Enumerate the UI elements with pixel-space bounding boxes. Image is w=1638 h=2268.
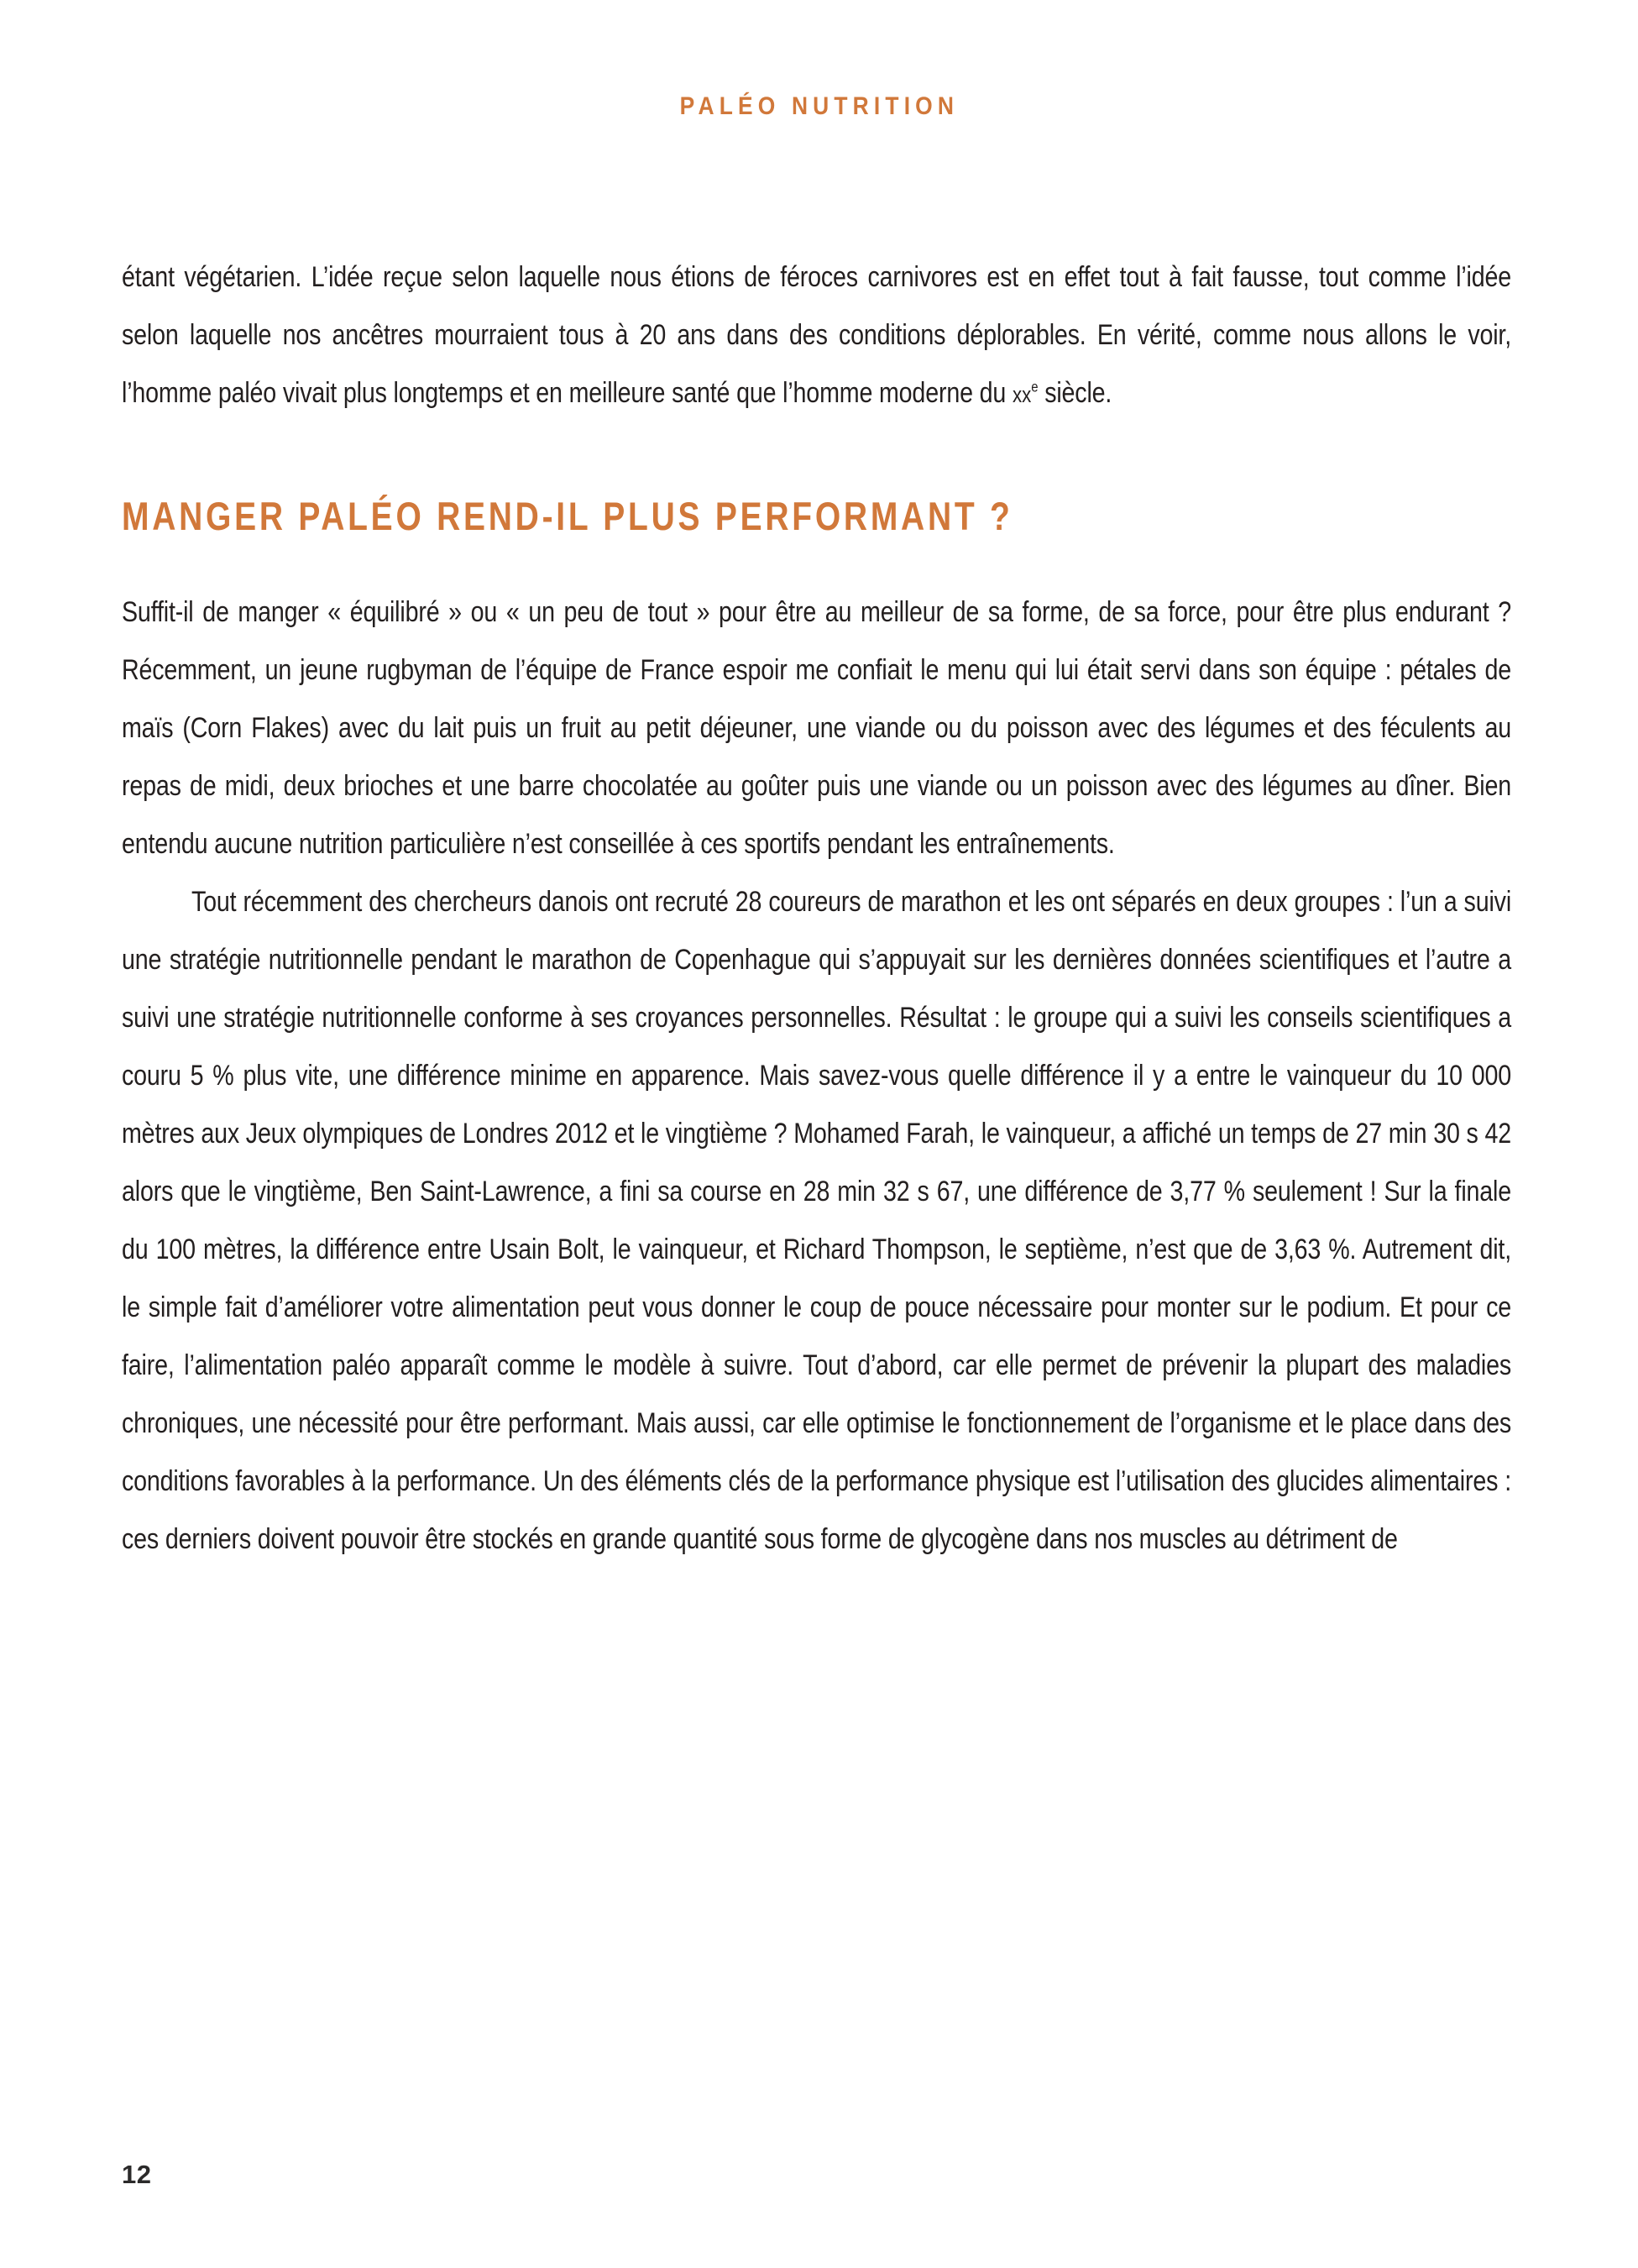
running-header	[0, 92, 1638, 121]
page-number: 12	[122, 2160, 152, 2189]
running-header-title: PALÉO NUTRITION	[679, 92, 959, 120]
century-numeral: xx	[1012, 382, 1032, 407]
century-ordinal: e	[1031, 378, 1039, 395]
paragraph-intro-text: étant végétarien. L’idée reçue selon laquelle nous étions de féroces carnivores est en effet tout à fait fausse, tout comme l’idée selon laquelle nos ancêtres mourraient tous à 20 ans dans des conditions déplorables. En vérité, comme nous allons le voir, l’homme paléo vivait plus longtemps et en meilleure santé que l’homme moderne du	[122, 261, 1512, 409]
paragraph-intro-end: siècle.	[1038, 377, 1112, 409]
paragraph-intro	[122, 249, 1511, 424]
page-content	[122, 249, 1511, 1569]
paragraph-marathon: Tout récemment des chercheurs danois ont recruté 28 coureurs de marathon et les ont séparés en deux groupes : l’un a suivi une stratégie nutritionnelle pendant le marathon de Copenhague qui s’appuyait sur les dernières données scientifiques et l’autre a suivi une stratégie nutritionnelle conforme à ses croyances personnelles. Résultat : le groupe qui a suivi les conseils scientifiques a couru 5 % plus vite, une différence minime en apparence. Mais savez-vous quelle différence il y a entre le vainqueur du 10 000 mètres aux Jeux olympiques de Londres 2012 et le vingtième ? Mohamed Farah, le vainqueur, a affiché un temps de 27 min 30 s 42 alors que le vingtième, Ben Saint-Lawrence, a fini sa course en 28 min 32 s 67, une différence de 3,77 % seulement ! Sur la finale du 100 mètres, la différence entre Usain Bolt, le vainqueur, et Richard Thompson, le septième, n’est que de 3,63 %. Autrement dit, le simple fait d’améliorer votre alimentation peut vous donner le coup de pouce nécessaire pour monter sur le podium. Et pour ce faire, l’alimentation paléo apparaît comme le modèle à suivre. Tout d’abord, car elle permet de prévenir la plupart des maladies chroniques, une nécessité pour être performant. Mais aussi, car elle optimise le fonctionnement de l’organisme et le place dans des conditions favorables à la performance. Un des éléments clés de la performance physique est l’utilisation des glucides alimentaires : ces derniers doivent pouvoir être stockés en grande quantité sous forme de glycogène dans nos muscles au détriment de	[122, 886, 1512, 1555]
paragraph-rugbyman: Suffit-il de manger « équilibré » ou « un peu de tout » pour être au meilleur de sa forme, de sa force, pour être plus endurant ? Récemment, un jeune rugbyman de l’équipe de France espoir me confiait le menu qui lui était servi dans son équipe : pétales de maïs (Corn Flakes) avec du lait puis un fruit au petit déjeuner, une viande ou du poisson avec des légumes et des féculents au repas de midi, deux brioches et une barre chocolatée au goûter puis une viande ou un poisson avec des légumes au dîner. Bien entendu aucune nutrition particulière n’est conseillée à ces sportifs pendant les entraînements.	[122, 596, 1512, 860]
section-heading: MANGER PALÉO REND-IL PLUS PERFORMANT ?	[122, 494, 1013, 538]
